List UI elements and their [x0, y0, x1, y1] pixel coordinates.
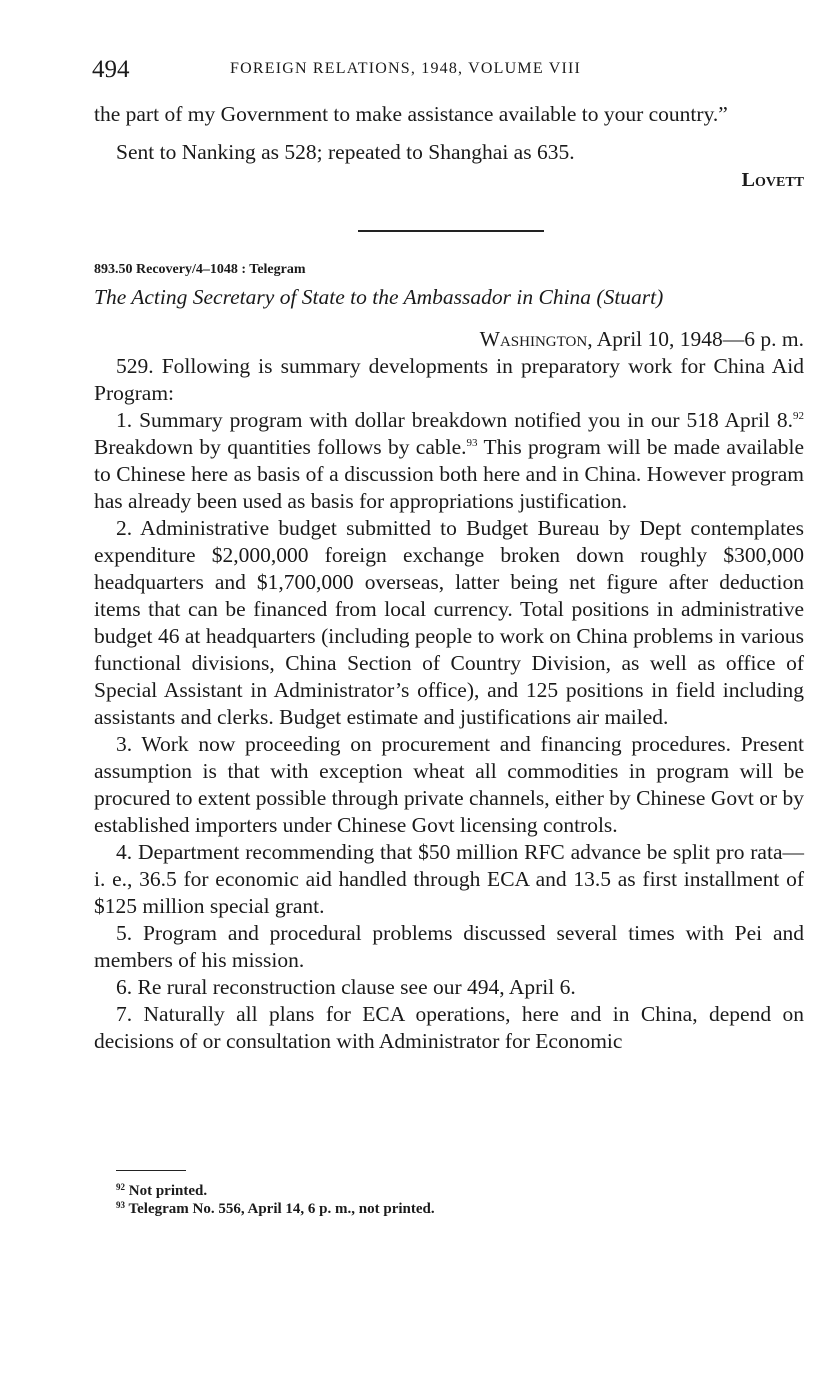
- paragraph-1: [94, 407, 804, 515]
- paragraph-3: 3. Work now proceeding on procurement and financing procedures. Present assumption is that with exception wheat all commodities in program will be procured to extent possible through private channels, either by Chinese Govt or by established importers under Chinese Govt licensing controls.: [94, 732, 804, 837]
- running-header: [92, 56, 798, 84]
- paragraph-6: 6. Re rural reconstruction clause see our 494, April 6.: [116, 975, 576, 999]
- footnote-rule: [116, 1170, 186, 1171]
- paragraph-4: 4. Department recommending that $50 million RFC advance be split pro rata—i. e., 36.5 for economic aid handled through ECA and 13.5 as first installment of $125 million special grant.: [94, 840, 804, 918]
- footnote-92-text: Not printed.: [128, 1183, 208, 1199]
- signature: Lovett: [741, 169, 804, 191]
- page-number: 494: [92, 56, 130, 83]
- running-title: FOREIGN RELATIONS, 1948, VOLUME VIII: [230, 60, 582, 77]
- footnote-93-text: Telegram No. 556, April 14, 6 p. m., not printed.: [128, 1201, 435, 1217]
- section-divider: [358, 230, 544, 232]
- paragraph-1-part-a: 1. Summary program with dollar breakdown notified you in our 518 April 8.: [116, 408, 793, 432]
- footnote-93: [116, 1200, 435, 1218]
- paragraph-5: 5. Program and procedural problems discussed several times with Pei and members of his mission.: [94, 921, 804, 972]
- paragraph-1-part-c: This program will be made available to Chinese here as basis of a discussion both here and in China. However program has already been used as basis for appropriations justification.: [94, 435, 805, 513]
- distribution-note: Sent to Nanking as 528; repeated to Shanghai as 635.: [116, 140, 575, 164]
- quote-continuation: the part of my Government to make assistance available to your country.”: [94, 102, 728, 126]
- footnote-92: [116, 1182, 435, 1200]
- paragraph-1-part-b: Breakdown by quantities follows by cable.: [94, 435, 467, 459]
- dateline-place: Washington: [479, 327, 588, 351]
- footnote-ref-93: 93: [466, 437, 478, 449]
- dateline: [94, 326, 804, 353]
- footnote-ref-92: 92: [793, 410, 804, 422]
- paragraph-7: 7. Naturally all plans for ECA operations, here and in China, depend on decisions of or consultation with Administrator for Economic: [94, 1002, 804, 1053]
- file-reference: 893.50 Recovery/4–1048 : Telegram: [94, 262, 306, 277]
- paragraph-2: 2. Administrative budget submitted to Budget Bureau by Dept contemplates expenditure $2,000,000 foreign exchange broken down roughly $300,000 headquarters and $1,700,000 overseas, latter being net figure after deduction items that can be financed from local currency. Total positions in administrative budget 46 at headquarters (including people to work on China problems in various functional divisions, China Section of Country Division, as well as office of Special Assistant in Administrator’s office), and 125 positions in field including assistants and clerks. Budget estimate and justifications air mailed.: [94, 516, 804, 729]
- document-headline: The Acting Secretary of State to the Ambassador in China (Stuart): [94, 285, 664, 309]
- footnotes: [116, 1182, 435, 1218]
- telegram-intro: 529. Following is summary developments in preparatory work for China Aid Program:: [94, 354, 804, 405]
- dateline-date: , April 10, 1948—6 p. m.: [587, 327, 804, 351]
- previous-document-end: [94, 101, 804, 194]
- footnote-93-mark: 93: [116, 1200, 125, 1210]
- telegram-document: [94, 256, 804, 1055]
- footnote-92-mark: 92: [116, 1182, 125, 1192]
